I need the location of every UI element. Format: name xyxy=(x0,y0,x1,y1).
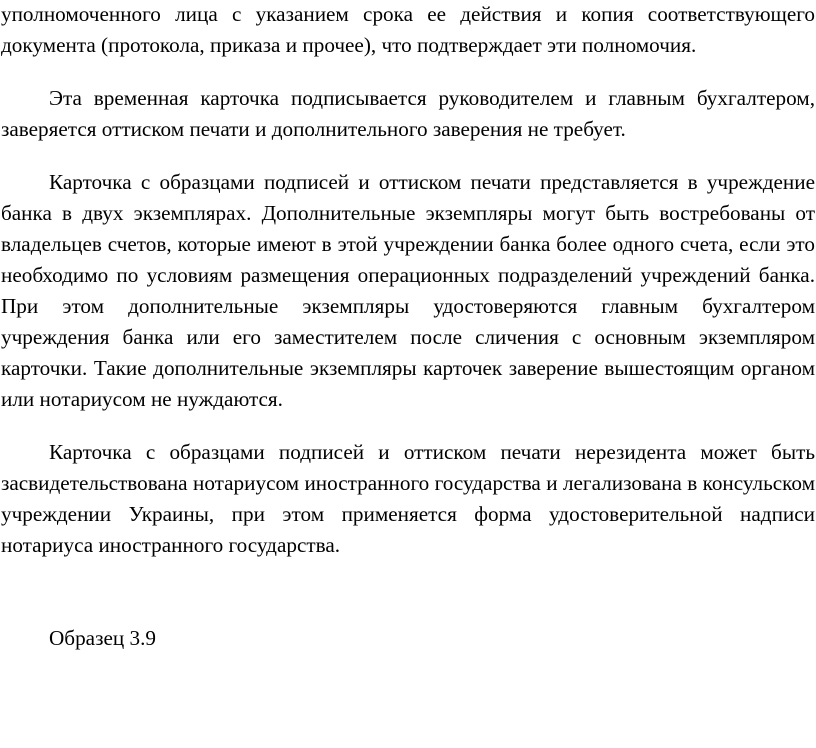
section-spacer xyxy=(1,561,815,623)
paragraph-gap xyxy=(1,415,815,437)
paragraph-card-copies: Карточка с образцами подписей и оттиском печати представляется в учреждение банка в двух экземплярах. Дополнительные экземпляры могут быть востребованы от владельцев счетов, которые имеют в этой учреждении банка более одного счета, если это необходимо по условиям размещения операционных подразделений учреждений банка. При этом дополнительные экземпляры удостоверяются главным бухгалтером учреждения банка или его заместителем после сличения с основным экземпляром карточки. Такие дополнительные экземпляры карточек заверение вышестоящим органом или нотариусом не нуждаются. xyxy=(1,170,815,411)
paragraph-nonresident-card: Карточка с образцами подписей и оттиском печати нерезидента может быть засвидетельствована нотариусом иностранного государства и легализована в консульском учреждении Украины, при этом применяется форма удостоверительной надписи нотариуса иностранного государства. xyxy=(1,440,815,557)
paragraph-temporary-card: Эта временная карточка подписывается руководителем и главным бухгалтером, заверяется оттиском печати и дополнительного заверения не требует. xyxy=(1,86,815,141)
sample-label: Образец 3.9 xyxy=(49,626,156,650)
paragraph-gap xyxy=(1,61,815,83)
paragraph-continuation: уполномоченного лица с указанием срока ее действия и копия соответствующего документа (протокола, приказа и прочее), что подтверждает эти полномочия. xyxy=(1,2,815,57)
paragraph-gap xyxy=(1,145,815,167)
